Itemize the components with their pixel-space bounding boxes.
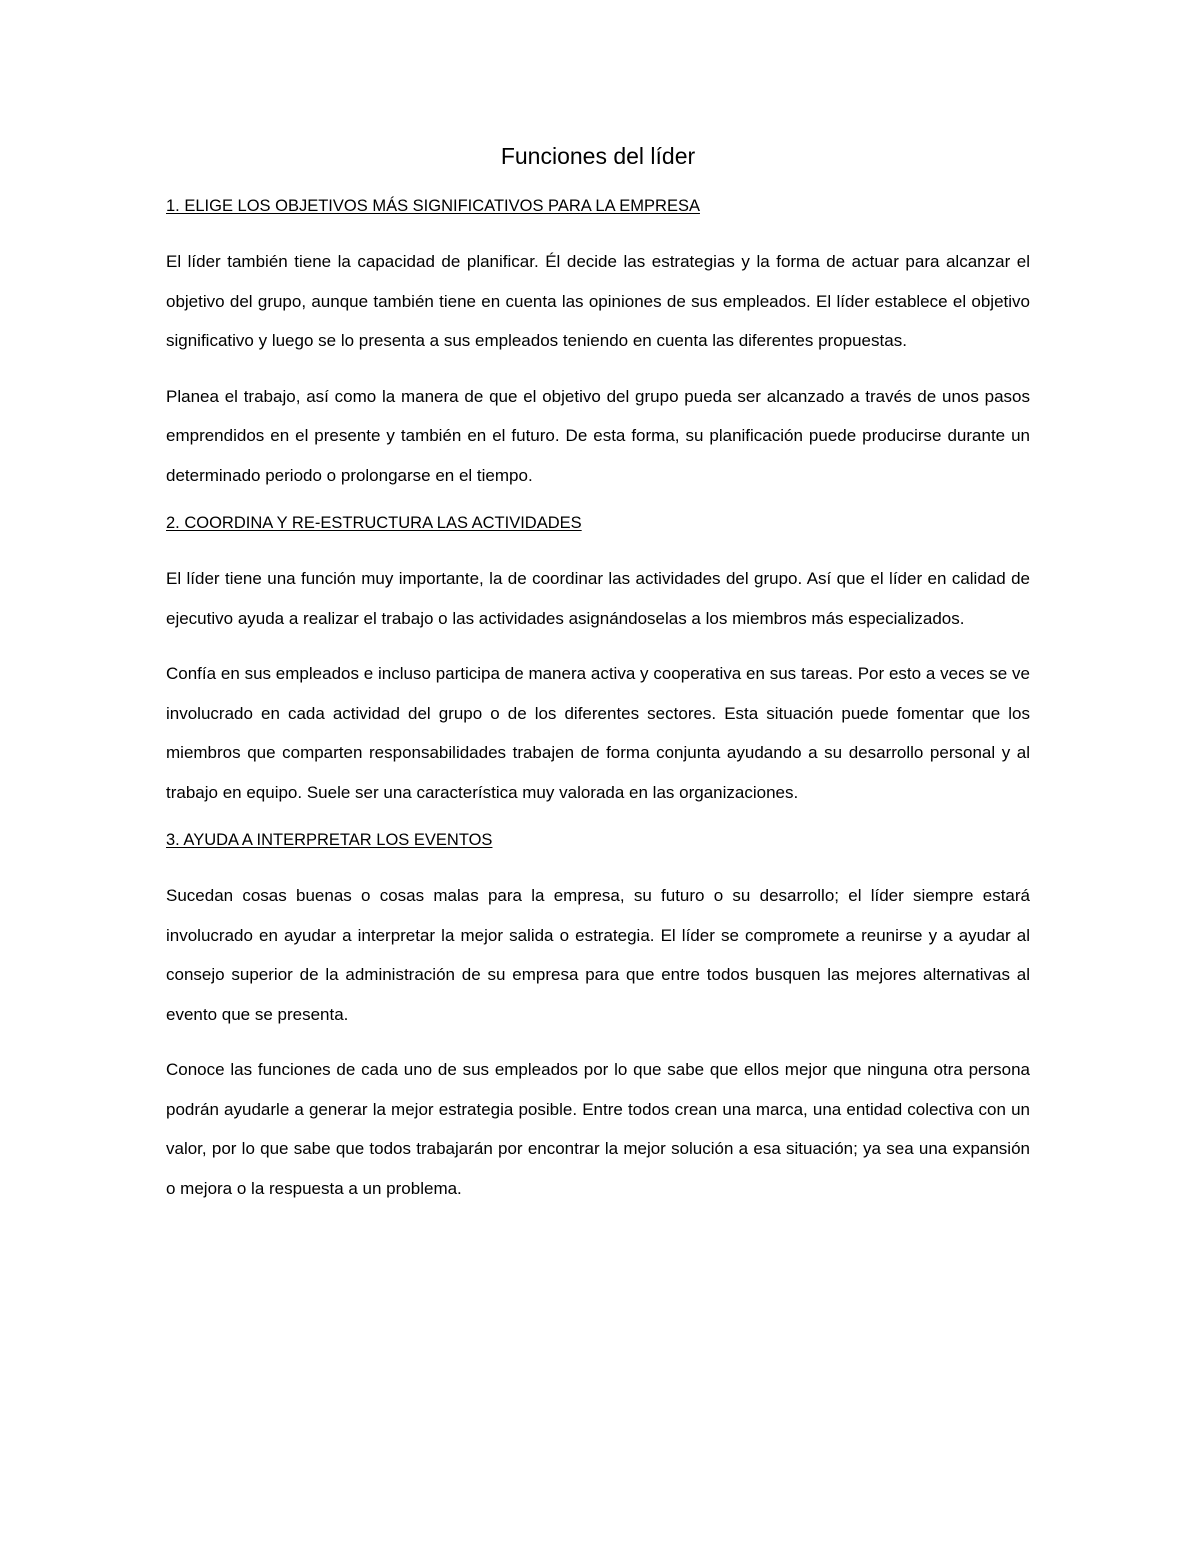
paragraph: El líder también tiene la capacidad de planificar. Él decide las estrategias y la forma de actuar para alcanzar el objetivo del grupo, aunque también tiene en cuenta las opiniones de sus empleados. El líder establece el objetivo significativo y luego se lo presenta a sus empleados teniendo en cuenta las diferentes propuestas.: [166, 252, 1030, 350]
section-1: [166, 194, 1030, 495]
document-page: [166, 138, 1030, 1224]
paragraph: El líder tiene una función muy importante, la de coordinar las actividades del grupo. Así que el líder en calidad de ejecutivo ayuda a realizar el trabajo o las actividades asignándoselas a los miembros más especializados.: [166, 569, 1030, 628]
section-3: [166, 828, 1030, 1208]
section-heading: 3. AYUDA A INTERPRETAR LOS EVENTOS: [166, 831, 493, 849]
paragraph: Confía en sus empleados e incluso participa de manera activa y cooperativa en sus tareas. Por esto a veces se ve involucrado en cada actividad del grupo o de los diferentes sectores. Esta situación puede fomentar que los miembros que comparten responsabilidades trabajen de forma conjunta ayudando a su desarrollo personal y al trabajo en equipo. Suele ser una característica muy valorada en las organizaciones.: [166, 664, 1030, 802]
section-heading: 1. ELIGE LOS OBJETIVOS MÁS SIGNIFICATIVOS PARA LA EMPRESA: [166, 197, 700, 215]
paragraph: Sucedan cosas buenas o cosas malas para la empresa, su futuro o su desarrollo; el líder siempre estará involucrado en ayudar a interpretar la mejor salida o estrategia. El líder se compromete a reunirse y a ayudar al consejo superior de la administración de su empresa para que entre todos busquen las mejores alternativas al evento que se presenta.: [166, 886, 1030, 1024]
paragraph: Planea el trabajo, así como la manera de que el objetivo del grupo pueda ser alcanzado a través de unos pasos emprendidos en el presente y también en el futuro. De esta forma, su planificación puede producirse durante un determinado periodo o prolongarse en el tiempo.: [166, 386, 1030, 485]
document-title: Funciones del líder: [500, 143, 696, 169]
section-2: [166, 511, 1030, 812]
section-heading: 2. COORDINA Y RE-ESTRUCTURA LAS ACTIVIDADES: [166, 514, 582, 532]
paragraph: Conoce las funciones de cada uno de sus empleados por lo que sabe que ellos mejor que ninguna otra persona podrán ayudarle a generar la mejor estrategia posible. Entre todos crean una marca, una entidad colectiva con un valor, por lo que sabe que todos trabajarán por encontrar la mejor solución a esa situación; ya sea una expansión o mejora o la respuesta a un problema.: [166, 1060, 1030, 1198]
